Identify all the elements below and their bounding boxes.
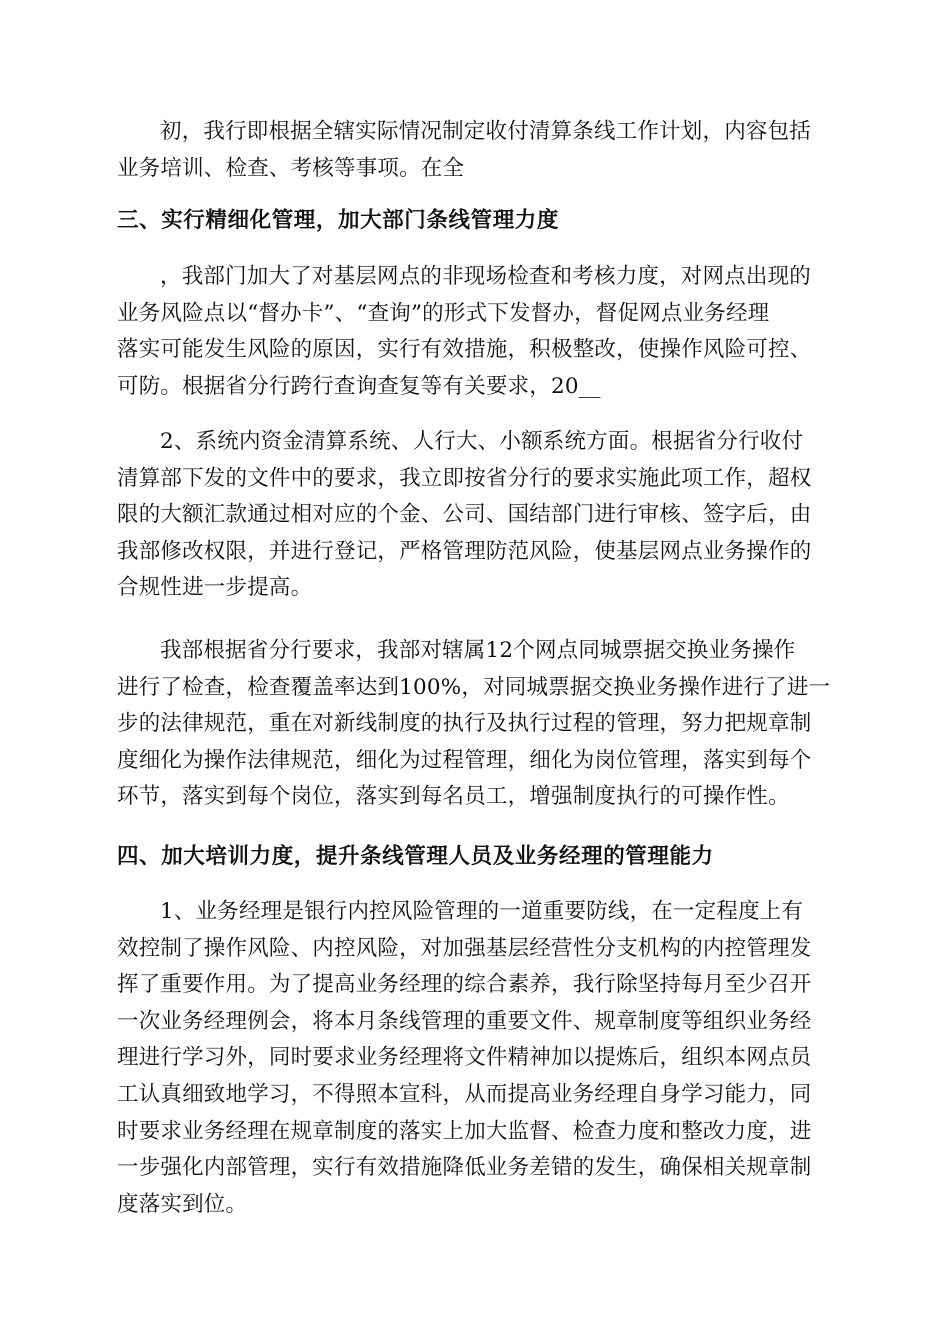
- section-heading-3: 三、实行精细化管理，加大部门条线管理力度: [117, 208, 560, 233]
- paragraph-line: 落实可能发生风险的原因，实行有效措施，积极整改，使操作风险可控、: [117, 337, 812, 363]
- paragraph-line: 我部修改权限，并进行登记，严格管理防范风险，使基层网点业务操作的: [117, 538, 812, 564]
- paragraph-line: 初，我行即根据全辖实际情况制定收付清算条线工作计划，内容包括: [160, 119, 812, 144]
- paragraph-inspection: [117, 259, 833, 405]
- paragraph-line: 合规性进一步提高。: [117, 575, 313, 601]
- paragraph-line: 一次业务经理例会，将本月条线管理的重要文件、规章制度等组织业务经: [117, 1008, 812, 1034]
- paragraph-line: 进行了检查，检查覆盖率达到100%，对同城票据交换业务操作进行了进一: [117, 674, 831, 700]
- paragraph-line: 工认真细致地学习，不得照本宣科，从而提高业务经理自身学习能力，同: [117, 1081, 812, 1107]
- paragraph-line: 业务风险点以“督办卡”、“查询”的形式下发督办，督促网点业务经理: [117, 300, 770, 326]
- paragraph-line: 时要求业务经理在规章制度的落实上加大监督、检查力度和整改力度，进: [117, 1118, 812, 1144]
- paragraph-line: 清算部下发的文件中的要求，我立即按省分行的要求实施此项工作，超权: [117, 465, 812, 491]
- paragraph-work-plan: [117, 114, 833, 187]
- paragraph-line: 2、系统内资金清算系统、人行大、小额系统方面。根据省分行收付: [160, 429, 804, 454]
- paragraph-line: 挥了重要作用。为了提高业务经理的综合素养，我行除坚持每月至少召开: [117, 972, 812, 998]
- paragraph-line: 度落实到位。: [117, 1191, 248, 1217]
- paragraph-bill-exchange: [117, 633, 833, 816]
- paragraph-business-manager: [117, 894, 833, 1223]
- paragraph-line: 度细化为操作法律规范，细化为过程管理，细化为岗位管理，落实到每个: [117, 747, 812, 773]
- paragraph-line: 可防。根据省分行跨行查询查复等有关要求，20__: [117, 373, 601, 399]
- section-heading-4: 四、加大培训力度，提升条线管理人员及业务经理的管理能力: [117, 844, 714, 869]
- paragraph-clearing-system: [117, 424, 833, 607]
- paragraph-line: 我部根据省分行要求，我部对辖属12个网点同城票据交换业务操作: [160, 638, 796, 663]
- paragraph-line: 1、业务经理是银行内控风险管理的一道重要防线，在一定程度上有: [160, 899, 804, 924]
- paragraph-line: 一步强化内部管理，实行有效措施降低业务差错的发生，确保相关规章制: [117, 1155, 812, 1181]
- paragraph-line: 理进行学习外，同时要求业务经理将文件精神加以提炼后，组织本网点员: [117, 1045, 812, 1071]
- paragraph-line: 业务培训、检查、考核等事项。在全: [117, 155, 465, 181]
- paragraph-line: 步的法律规范，重在对新线制度的执行及执行过程的管理，努力把规章制: [117, 711, 812, 737]
- paragraph-line: 环节，落实到每个岗位，落实到每名员工，增强制度执行的可操作性。: [117, 784, 790, 810]
- paragraph-line: 效控制了操作风险、内控风险，对加强基层经营性分支机构的内控管理发: [117, 935, 812, 961]
- paragraph-line: 限的大额汇款通过相对应的个金、公司、国结部门进行审核、签字后，由: [117, 502, 812, 528]
- paragraph-line: ，我部门加大了对基层网点的非现场检查和考核力度，对网点出现的: [160, 264, 812, 289]
